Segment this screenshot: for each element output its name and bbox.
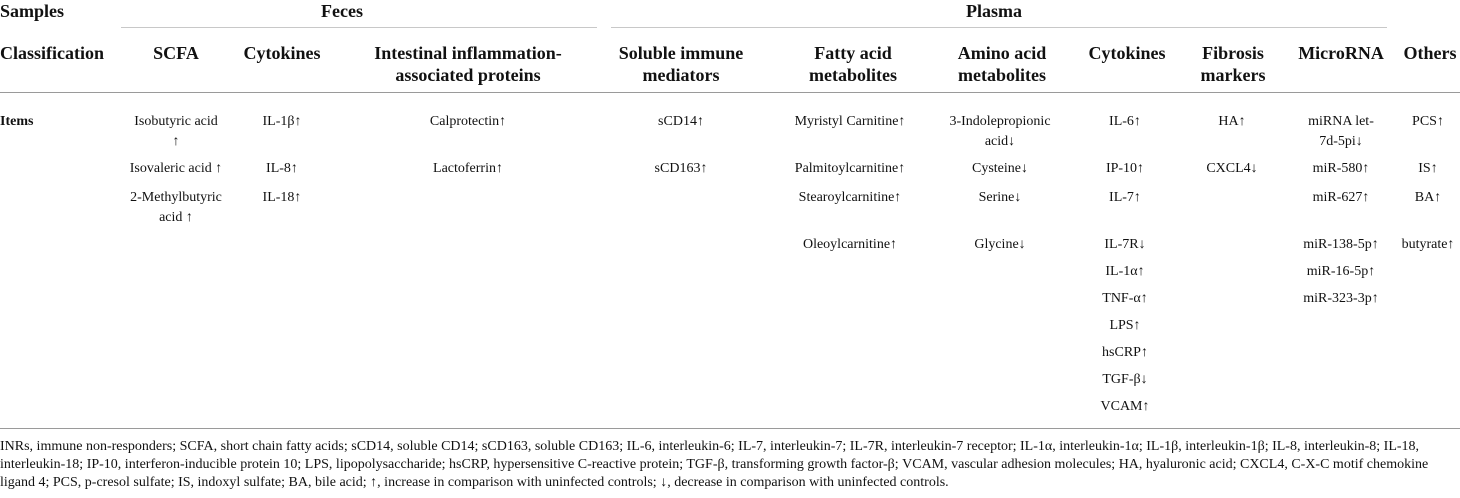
- list-item: miR-138-5p↑: [1303, 237, 1379, 252]
- plasma-group-rule: [611, 27, 1387, 28]
- list-item: Glycine↓: [974, 237, 1026, 252]
- list-item: acid↓: [984, 134, 1016, 149]
- list-item: IL-6↑: [1109, 114, 1141, 129]
- list-item: Palmitoylcarnitine↑: [794, 161, 906, 176]
- col-header-intestinal-proteins-line2: associated proteins: [395, 65, 541, 85]
- feces-group-rule: [121, 27, 597, 28]
- list-item: Cysteine↓: [972, 161, 1028, 176]
- col-header-amino-acid-metabolites-line1: Amino acid: [957, 43, 1047, 63]
- col-header-scfa-line1: SCFA: [153, 43, 199, 63]
- plasma-header: Plasma: [966, 1, 1022, 21]
- list-item: VCAM↑: [1100, 399, 1150, 414]
- list-item: miRNA let-: [1308, 114, 1374, 129]
- col-header-fatty-acid-metabolites-line1: Fatty acid: [814, 43, 892, 63]
- col-header-soluble-immune-mediators-line2: mediators: [642, 65, 720, 85]
- list-item: miR-16-5p↑: [1306, 264, 1376, 279]
- list-item: miR-580↑: [1312, 161, 1370, 176]
- list-item: IL-8↑: [266, 161, 298, 176]
- col-header-plasma-cytokines-line1: Cytokines: [1088, 43, 1166, 63]
- list-item: CXCL4↓: [1206, 161, 1258, 176]
- list-item: LPS↑: [1109, 318, 1141, 333]
- col-header-microrna-line1: MicroRNA: [1298, 43, 1384, 63]
- feces-header: Feces: [321, 1, 363, 21]
- col-header-feces-cytokines-line1: Cytokines: [243, 43, 321, 63]
- list-item: Oleoylcarnitine↑: [802, 237, 898, 252]
- list-item: 3-Indolepropionic: [949, 114, 1051, 129]
- list-item: IL-1β↑: [262, 114, 302, 129]
- list-item: miR-627↑: [1312, 190, 1370, 205]
- list-item: sCD163↑: [654, 161, 708, 176]
- list-item: IL-1α↑: [1105, 264, 1145, 279]
- col-header-fatty-acid-metabolites-line2: metabolites: [809, 65, 897, 85]
- list-item: IS↑: [1418, 161, 1438, 176]
- list-item: Isovaleric acid ↑: [129, 161, 223, 176]
- list-item: hsCRP↑: [1102, 345, 1148, 360]
- list-item: Myristyl Carnitine↑: [794, 114, 906, 129]
- table-bottom-rule: [0, 428, 1460, 429]
- list-item: HA↑: [1218, 114, 1246, 129]
- list-item: 2-Methylbutyric: [130, 190, 222, 205]
- list-item: 7d-5pi↓: [1319, 134, 1363, 149]
- list-item: TNF-α↑: [1102, 291, 1148, 306]
- list-item: Lactoferrin↑: [433, 161, 503, 176]
- list-item: Calprotectin↑: [429, 114, 507, 129]
- list-item: TGF-β↓: [1102, 372, 1148, 387]
- list-item: IL-7↑: [1109, 190, 1141, 205]
- list-item: PCS↑: [1412, 114, 1444, 129]
- list-item: ↑: [172, 134, 180, 149]
- list-item: miR-323-3p↑: [1303, 291, 1379, 306]
- table-footnote: INRs, immune non-responders; SCFA, short chain fatty acids; sCD14, soluble CD14; sCD163, soluble CD163; IL-6, interleukin-6; IL-7, interleukin-7; IL-7R, interleukin-7 receptor; IL-1α, interleukin-1α; IL-1β, interleukin-1β; IL-8, interleukin-8; IL-18, interleukin-18; IP-10, interferon-inducible protein 10; LPS, lipopolysaccharide; hsCRP, hypersensitive C-reactive protein; TGF-β, transforming growth factor-β; VCAM, vascular adhesion molecules; HA, hyaluronic acid; CXCL4, C-X-C motif chemokine ligand 4; PCS, p-cresol sulfate; IS, indoxyl sulfate; BA, bile acid; ↑, increase in comparison with uninfected controls; ↓, decrease in comparison with uninfected controls.: [0, 439, 1429, 490]
- col-header-others-line1: Others: [1403, 43, 1457, 63]
- col-header-intestinal-proteins-line1: Intestinal inflammation-: [374, 43, 562, 63]
- list-item: sCD14↑: [658, 114, 704, 129]
- col-header-soluble-immune-mediators-line1: Soluble immune: [618, 43, 744, 63]
- list-item: butyrate↑: [1401, 237, 1455, 252]
- samples-header: Samples: [0, 1, 65, 21]
- list-item: Serine↓: [978, 190, 1022, 205]
- col-header-fibrosis-markers-line2: markers: [1200, 65, 1266, 85]
- list-item: IL-18↑: [262, 190, 302, 205]
- list-item: acid ↑: [159, 210, 193, 225]
- list-item: IP-10↑: [1105, 161, 1145, 176]
- list-item: Isobutyric acid: [134, 114, 218, 129]
- col-header-fibrosis-markers-line1: Fibrosis: [1202, 43, 1264, 63]
- items-row-label: Items: [0, 114, 34, 129]
- list-item: Stearoylcarnitine↑: [798, 190, 902, 205]
- list-item: IL-7R↓: [1104, 237, 1146, 252]
- col-header-amino-acid-metabolites-line2: metabolites: [958, 65, 1046, 85]
- header-rule: [0, 92, 1460, 93]
- classification-header: Classification: [0, 43, 105, 63]
- list-item: BA↑: [1414, 190, 1442, 205]
